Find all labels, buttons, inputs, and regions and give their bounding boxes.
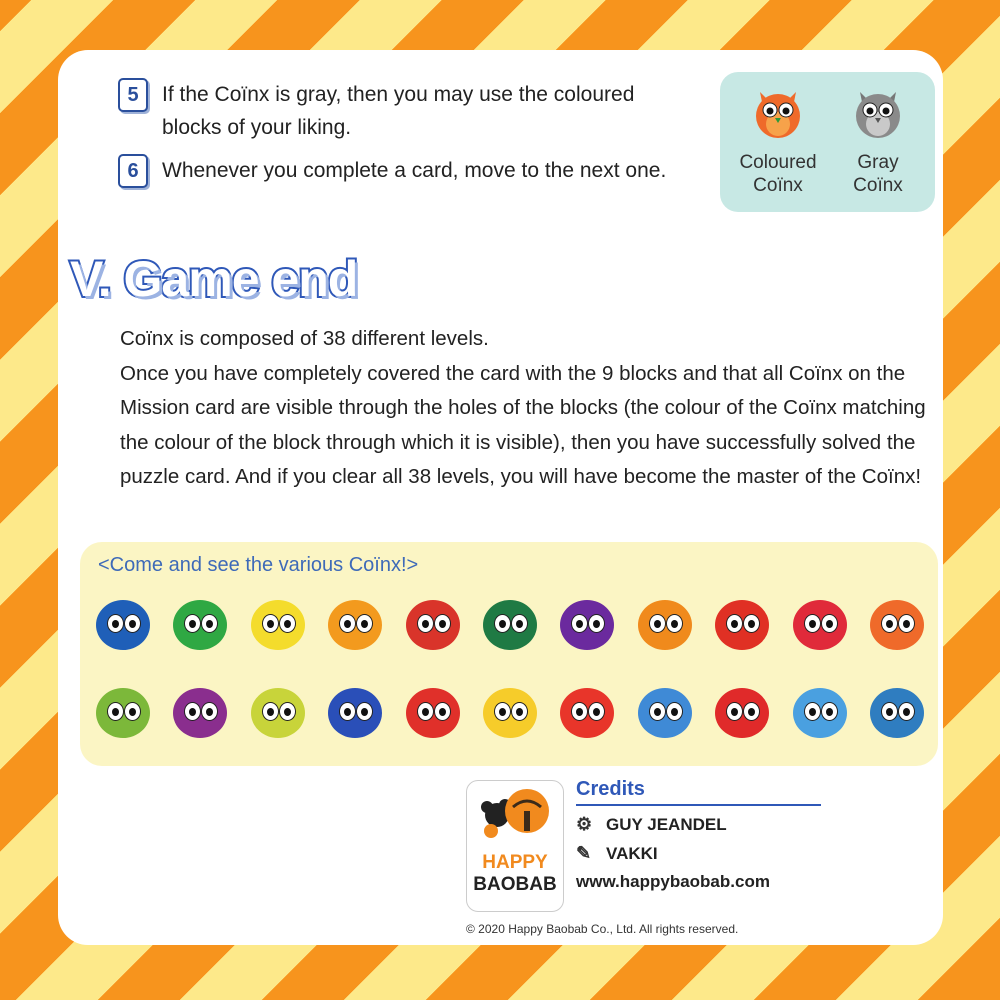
legend-label: Gray Coïnx bbox=[853, 152, 903, 196]
blue-crab-coinx-icon bbox=[632, 680, 698, 746]
step-text: If the Coïnx is gray, then you may use the coloured blocks of your liking. bbox=[162, 83, 635, 139]
colored-owl-icon bbox=[748, 82, 808, 142]
blue-drop-coinx-icon bbox=[787, 680, 853, 746]
pear-coinx-icon bbox=[245, 680, 311, 746]
coinx-row bbox=[90, 680, 930, 746]
gallery-title: <Come and see the various Coïnx!> bbox=[98, 554, 419, 576]
red-chick-coinx-icon bbox=[554, 680, 620, 746]
step-text: Whenever you complete a card, move to the next one. bbox=[162, 159, 667, 182]
copyright-text: © 2020 Happy Baobab Co., Ltd. All rights reserved. bbox=[466, 922, 739, 936]
credits-block bbox=[576, 778, 821, 892]
blue-virus-coinx-icon bbox=[322, 680, 388, 746]
water-drop-coinx-icon bbox=[90, 592, 156, 658]
gears-icon: ⚙ bbox=[576, 814, 593, 834]
green-flower-coinx-icon bbox=[477, 592, 543, 658]
coinx-row bbox=[90, 592, 930, 658]
game-end-text bbox=[120, 322, 930, 495]
brush-icon: ✎ bbox=[576, 843, 592, 863]
green-bean-coinx-icon bbox=[167, 592, 233, 658]
rule-step-5 bbox=[118, 78, 682, 144]
red-snake-coinx-icon bbox=[709, 680, 775, 746]
paragraph: Coïnx is composed of 38 different levels. bbox=[120, 327, 489, 350]
blue-ghost-coinx-icon bbox=[864, 680, 930, 746]
red-fish-coinx-icon bbox=[787, 592, 853, 658]
step-number-badge: 5 bbox=[118, 78, 148, 112]
strawberry-coinx-icon bbox=[400, 680, 466, 746]
logo-word: HAPPY bbox=[482, 852, 548, 873]
owl-coinx-icon bbox=[864, 592, 930, 658]
baobab-tree-icon bbox=[467, 781, 563, 851]
rules-card bbox=[58, 50, 943, 945]
coinx-legend-box bbox=[720, 72, 935, 212]
legend-label: Coloured Coïnx bbox=[739, 152, 817, 196]
gray-coinx-legend bbox=[828, 82, 928, 197]
website-link[interactable]: www.happybaobab.com bbox=[576, 872, 770, 891]
gray-owl-icon bbox=[848, 82, 908, 142]
tomato-coinx-icon bbox=[709, 592, 775, 658]
donut-coinx-icon bbox=[167, 680, 233, 746]
coinx-gallery bbox=[80, 542, 938, 766]
colored-coinx-legend bbox=[728, 82, 828, 197]
lemon-coinx-icon bbox=[245, 592, 311, 658]
step-number-badge: 6 bbox=[118, 154, 148, 188]
happy-baobab-logo bbox=[466, 780, 564, 912]
orange-coinx-icon bbox=[632, 592, 698, 658]
paragraph: Once you have completely covered the card with the 9 blocks and that all Coïnx on the Mission card are visible through the holes of the blocks (the colour of the Coïnx matching the colour of the block through which it is visible), then you have successfully solved the puzzle card. And if you clear all 38 levels, you will have become the master of the Coïnx! bbox=[120, 361, 926, 488]
yellow-bird-coinx-icon bbox=[477, 680, 543, 746]
logo-word: BAOBAB bbox=[473, 874, 557, 895]
credits-title: Credits bbox=[576, 778, 821, 806]
designer-credit bbox=[576, 814, 821, 835]
illustrator-credit bbox=[576, 843, 821, 864]
rule-step-6 bbox=[118, 154, 682, 188]
section-heading: V. Game end bbox=[70, 251, 358, 307]
purple-urchin-coinx-icon bbox=[554, 592, 620, 658]
red-bird-coinx-icon bbox=[400, 592, 466, 658]
illustrator-name: VAKKI bbox=[606, 843, 658, 863]
sun-coinx-icon bbox=[322, 592, 388, 658]
designer-name: GUY JEANDEL bbox=[606, 814, 727, 834]
kiwi-coinx-icon bbox=[90, 680, 156, 746]
